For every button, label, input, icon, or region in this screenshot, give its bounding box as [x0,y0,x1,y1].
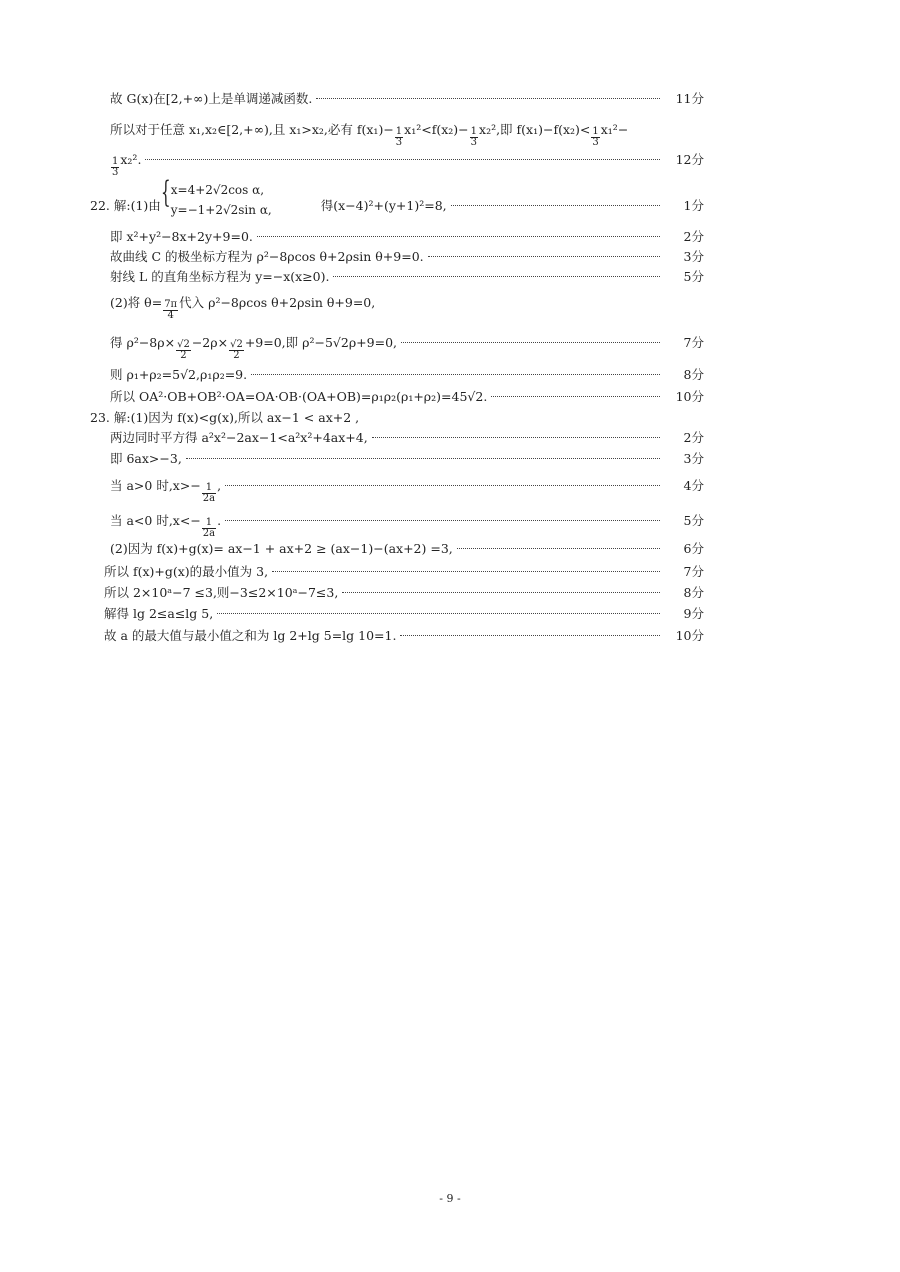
line-text: x₁²<f(x₂)− [404,122,469,137]
line-text: −2ρ× [191,335,229,350]
problem-label: 22. 解:(1)由 [90,198,161,213]
score-points: 4分 [683,478,704,493]
dot-leader [400,635,660,636]
dot-leader [491,396,660,397]
dot-leader [401,342,660,343]
solution-line [110,269,704,285]
solution-line [110,152,704,178]
line-text: 所以 2×10ᵃ−7 ≤3,则−3≤2×10ᵃ−7≤3, [104,585,339,600]
solution-line [104,564,704,580]
fraction: $\frac{1}{3}$ [395,126,403,148]
fraction: $\frac{1}{3}$ [470,126,478,148]
line-text: 解得 lg 2≤a≤lg 5, [104,606,214,621]
dot-leader [186,458,660,459]
line-text: 代入 ρ²−8ρcos θ+2ρsin θ+9=0, [179,295,376,310]
line-text: 故 G(x)在[2,+∞)上是单调递减函数. [110,91,313,106]
dot-leader [225,485,660,486]
solution-line [110,122,704,148]
score-points: 10分 [675,628,704,643]
fraction: $\frac{√2}{2}$ [177,339,190,361]
line-text: 得(x−4)²+(y+1)²=8, [320,198,447,213]
line-text: 所以 OA²·OB+OB²·OA=OA·OB·(OA+OB)=ρ₁ρ₂(ρ₁+ρ₂)=45√2. [110,389,488,404]
dot-leader [257,236,660,237]
line-text: 故 a 的最大值与最小值之和为 lg 2+lg 5=lg 10=1. [104,628,397,643]
brace-symbol: { [160,175,171,210]
fraction: $\frac{1}{2a}$ [202,482,216,504]
solution-line [110,229,704,245]
solution-line [110,367,704,383]
solution-line [90,175,704,217]
dot-leader [342,592,660,593]
score-points: 2分 [683,229,704,244]
line-text: , [217,478,222,493]
dot-leader [272,571,660,572]
solution-line [90,410,704,426]
solution-line [110,513,704,539]
line-text: 故曲线 C 的极坐标方程为 ρ²−8ρcos θ+2ρsin θ+9=0. [110,249,424,264]
solution-line [110,541,704,557]
score-points: 2分 [683,430,704,445]
solution-line [110,91,704,107]
line-text: 当 a>0 时,x>− [110,478,201,493]
dot-leader [428,256,660,257]
solution-line [104,628,704,644]
dot-leader [225,520,660,521]
solution-line [110,249,704,265]
score-points: 3分 [683,249,704,264]
line-text: 23. 解:(1)因为 f(x)<g(x),所以 ax−1 < ax+2 , [90,410,360,425]
dot-leader [316,98,660,99]
solution-line [104,606,704,622]
line-text: 两边同时平方得 a²x²−2ax−1<a²x²+4ax+4, [110,430,368,445]
score-points: 8分 [683,585,704,600]
solution-line [110,295,704,321]
fraction: $\frac{7\pi}{4}$ [164,299,178,321]
dot-leader [217,613,660,614]
line-text: 即 6ax>−3, [110,451,182,466]
score-points: 7分 [683,335,704,350]
line-text: x₂²,即 f(x₁)−f(x₂)< [479,122,591,137]
score-points: 9分 [683,606,704,621]
score-points: 7分 [683,564,704,579]
system-eq-1: x=4+2√2cos α, [170,183,265,197]
score-points: 5分 [683,269,704,284]
line-text: 射线 L 的直角坐标方程为 y=−x(x≥0). [110,269,330,284]
fraction: $\frac{1}{2a}$ [202,517,216,539]
solution-line [110,478,704,504]
solution-line [110,430,704,446]
dot-leader [251,374,660,375]
score-points: 6分 [683,541,704,556]
solution-line [110,389,704,405]
score-points: 11分 [675,91,704,106]
line-text: (2)将 θ= [110,295,163,310]
line-text: x₂². [120,152,142,167]
line-text: 当 a<0 时,x<− [110,513,201,528]
dot-leader [451,205,660,206]
score-points: 12分 [675,152,704,167]
score-points: 3分 [683,451,704,466]
score-points: 1分 [683,198,704,213]
score-points: 10分 [675,389,704,404]
fraction: $\frac{1}{3}$ [112,156,119,178]
fraction: $\frac{1}{3}$ [592,126,599,148]
equation-system [160,175,321,217]
fraction: $\frac{√2}{2}$ [230,339,243,361]
dot-leader [372,437,660,438]
dot-leader [457,548,660,549]
solution-line [104,585,704,601]
line-text: 得 ρ²−8ρ× [110,335,176,350]
line-text: . [217,513,222,528]
line-text: 所以 f(x)+g(x)的最小值为 3, [104,564,269,579]
dot-leader [333,276,660,277]
line-text: x₁²− [600,122,629,137]
page-number: - 9 - [439,1192,461,1205]
solution-line [110,335,704,361]
line-text: 则 ρ₁+ρ₂=5√2,ρ₁ρ₂=9. [110,367,248,382]
line-text: (2)因为 f(x)+g(x)= ax−1 + ax+2 ≥ (ax−1)−(ax+2) =3, [110,541,453,556]
line-text: 即 x²+y²−8x+2y+9=0. [110,229,253,244]
line-text: +9=0,即 ρ²−5√2ρ+9=0, [244,335,397,350]
system-eq-2: y=−1+2√2sin α, [170,203,272,217]
solution-line [110,451,704,467]
line-text: 所以对于任意 x₁,x₂∈[2,+∞),且 x₁>x₂,必有 f(x₁)− [110,122,394,137]
dot-leader [145,159,660,160]
score-points: 8分 [683,367,704,382]
score-points: 5分 [683,513,704,528]
